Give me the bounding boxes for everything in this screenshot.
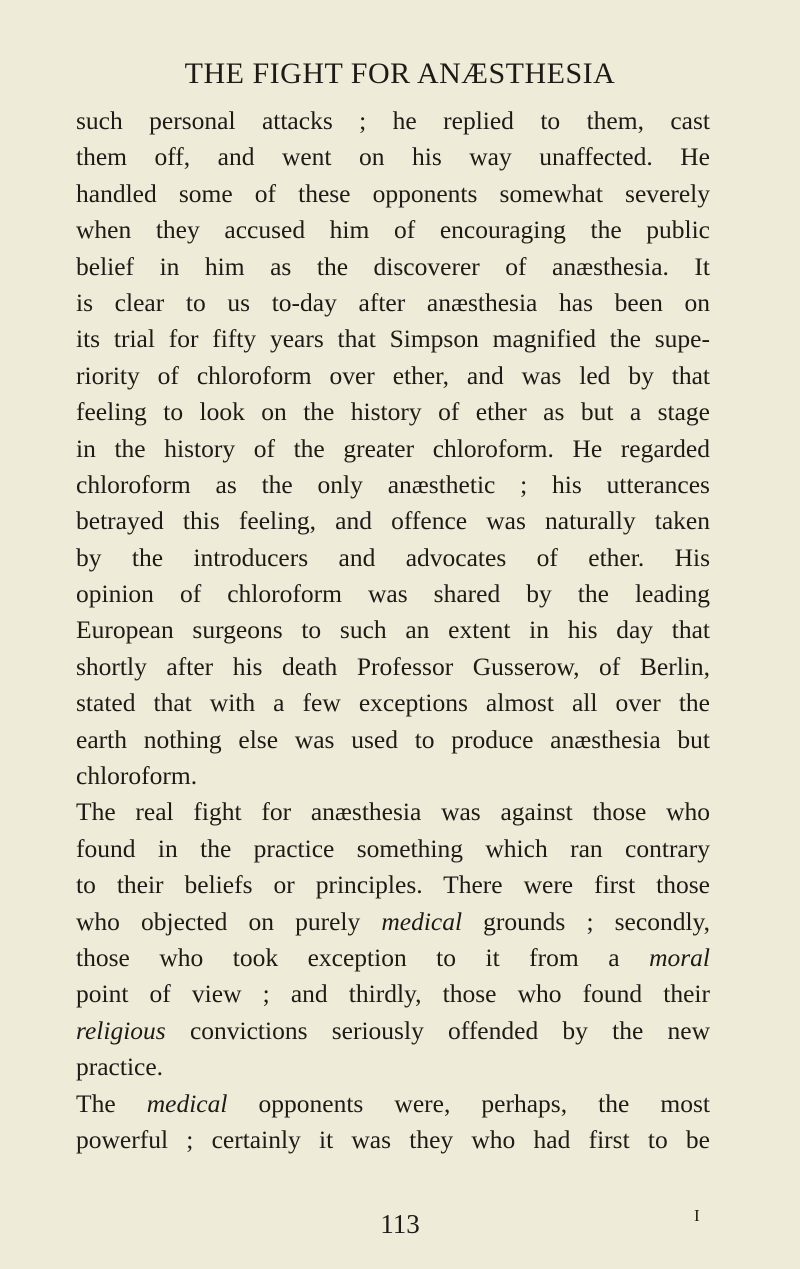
text-line: found in the practice something which ran contrary [76,833,710,863]
text-line: when they accused him of encouraging the public [76,215,710,245]
text-line: them off, and went on his way unaffected. He [76,142,710,172]
text-line: feeling to look on the history of ether as but a stage [76,397,710,427]
text-line: by the introducers and advocates of ether. His [76,542,710,572]
text-line: point of view ; and thirdly, those who found their [76,979,710,1009]
text-line: is clear to us to-day after anæsthesia has been on [76,287,710,317]
italic-run: religious [76,1015,166,1045]
text-line: shortly after his death Professor Gusserow, of Berlin, [76,651,710,681]
text-line: chloroform. [76,761,198,791]
text-line-mixed [76,904,710,940]
text-line: riority of chloroform over ether, and was led by that [76,360,710,390]
text-run: convictions seriously offended by the new [165,1015,710,1045]
text-run: The [76,1088,147,1118]
text-line: The real fight for anæsthesia was against those who [76,797,710,827]
text-line: chloroform as the only anæsthetic ; his utterances [76,469,710,499]
text-line: in the history of the greater chloroform. He regarded [76,433,710,463]
signature-mark: I [694,1206,700,1225]
running-head-title: THE FIGHT FOR ANÆSTHESIA [184,57,616,90]
text-run: those who took exception to it from a [76,942,650,972]
text-line: its trial for fifty years that Simpson magnified the supe- [76,324,710,354]
text-line: practice. [76,1052,164,1082]
text-line-mixed [76,1086,710,1122]
text-line: powerful ; certainly it was they who had first to be [76,1124,710,1154]
text-line: earth nothing else was used to produce anæsthesia but [76,724,710,754]
text-line: European surgeons to such an extent in his day that [76,615,710,645]
text-line: such personal attacks ; he replied to them, cast [76,106,710,135]
body-text [76,103,710,1158]
text-run: grounds ; secondly, [462,906,710,936]
text-line: handled some of these opponents somewhat severely [76,178,710,208]
text-line: belief in him as the discoverer of anæsthesia. It [76,251,710,281]
text-line: to their beliefs or principles. There were first those [76,870,710,900]
italic-run: medical [381,906,463,936]
text-line: betrayed this feeling, and offence was naturally taken [76,506,710,536]
italic-run: medical [146,1088,228,1118]
text-line: opinion of chloroform was shared by the leading [76,579,710,609]
text-line: stated that with a few exceptions almost all over the [76,688,710,718]
page-number: 113 [380,1209,420,1239]
text-run: opponents were, perhaps, the most [227,1088,710,1118]
italic-run: moral [649,942,710,972]
text-line-mixed [76,1013,710,1049]
text-line-mixed [76,940,710,976]
text-run: who objected on purely [76,906,382,936]
